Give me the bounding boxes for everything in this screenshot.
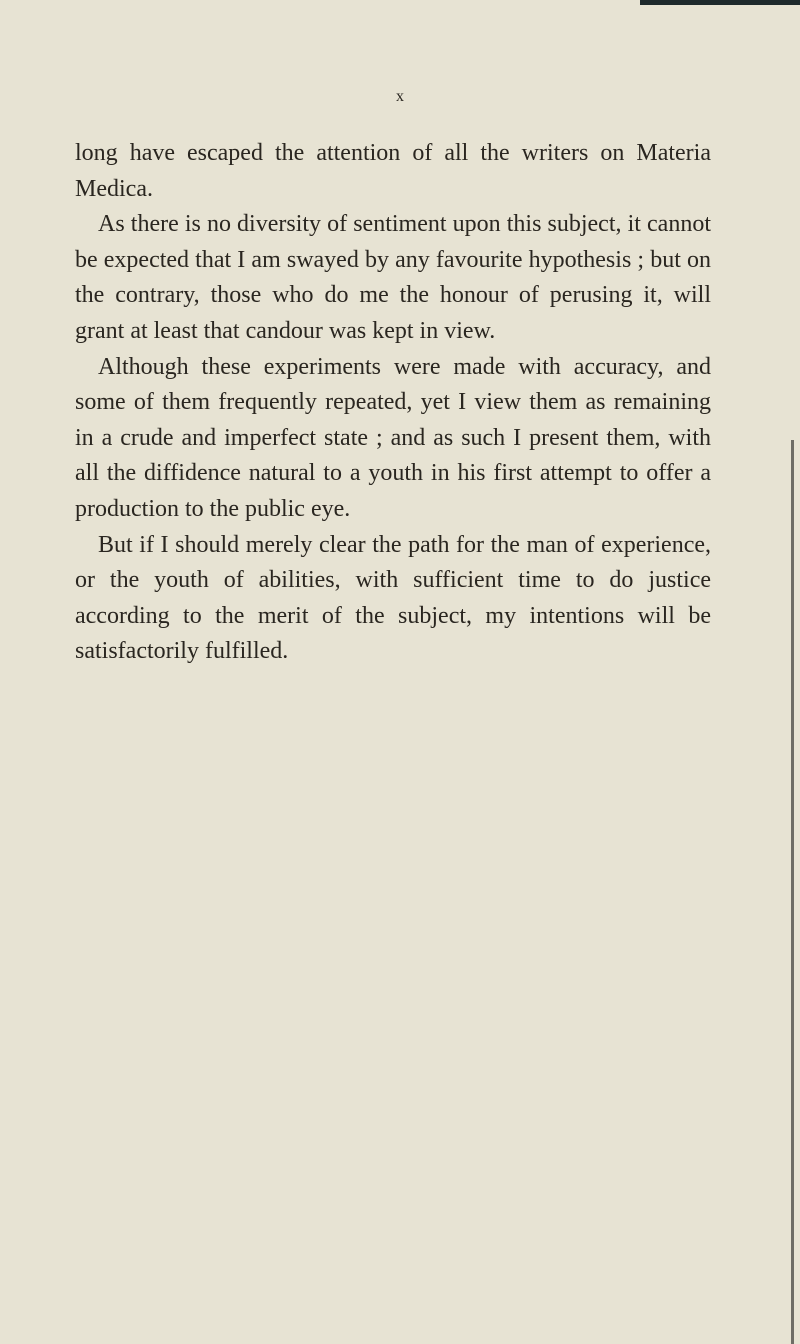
paragraph: Although these experiments were made with accuracy, and some of them frequently repeated, yet I view them as remaining in a crude and imperfect state ; and as such I present them, with all the diffidence natural to a youth in his first attempt to offer a production to the public eye. [75,353,711,522]
body-text [75,136,711,670]
paragraph-continued: long have escaped the attention of all the writers on Materia Medica. [75,140,711,202]
paragraph: But if I should merely clear the path for the man of experience, or the youth of abilities, with sufficient time to do justice according to the merit of the subject, my intentions will be satisfactorily fulfilled. [75,531,711,665]
page-number: x [396,88,404,105]
paragraph: As there is no diversity of sentiment upon this subject, it cannot be expected that I am swayed by any favourite hypothesis ; but on the contrary, those who do me the honour of perusing it, will grant at least that candour was kept in view. [75,211,711,344]
scan-edge-right [791,440,794,1344]
scan-edge-top [640,0,800,5]
